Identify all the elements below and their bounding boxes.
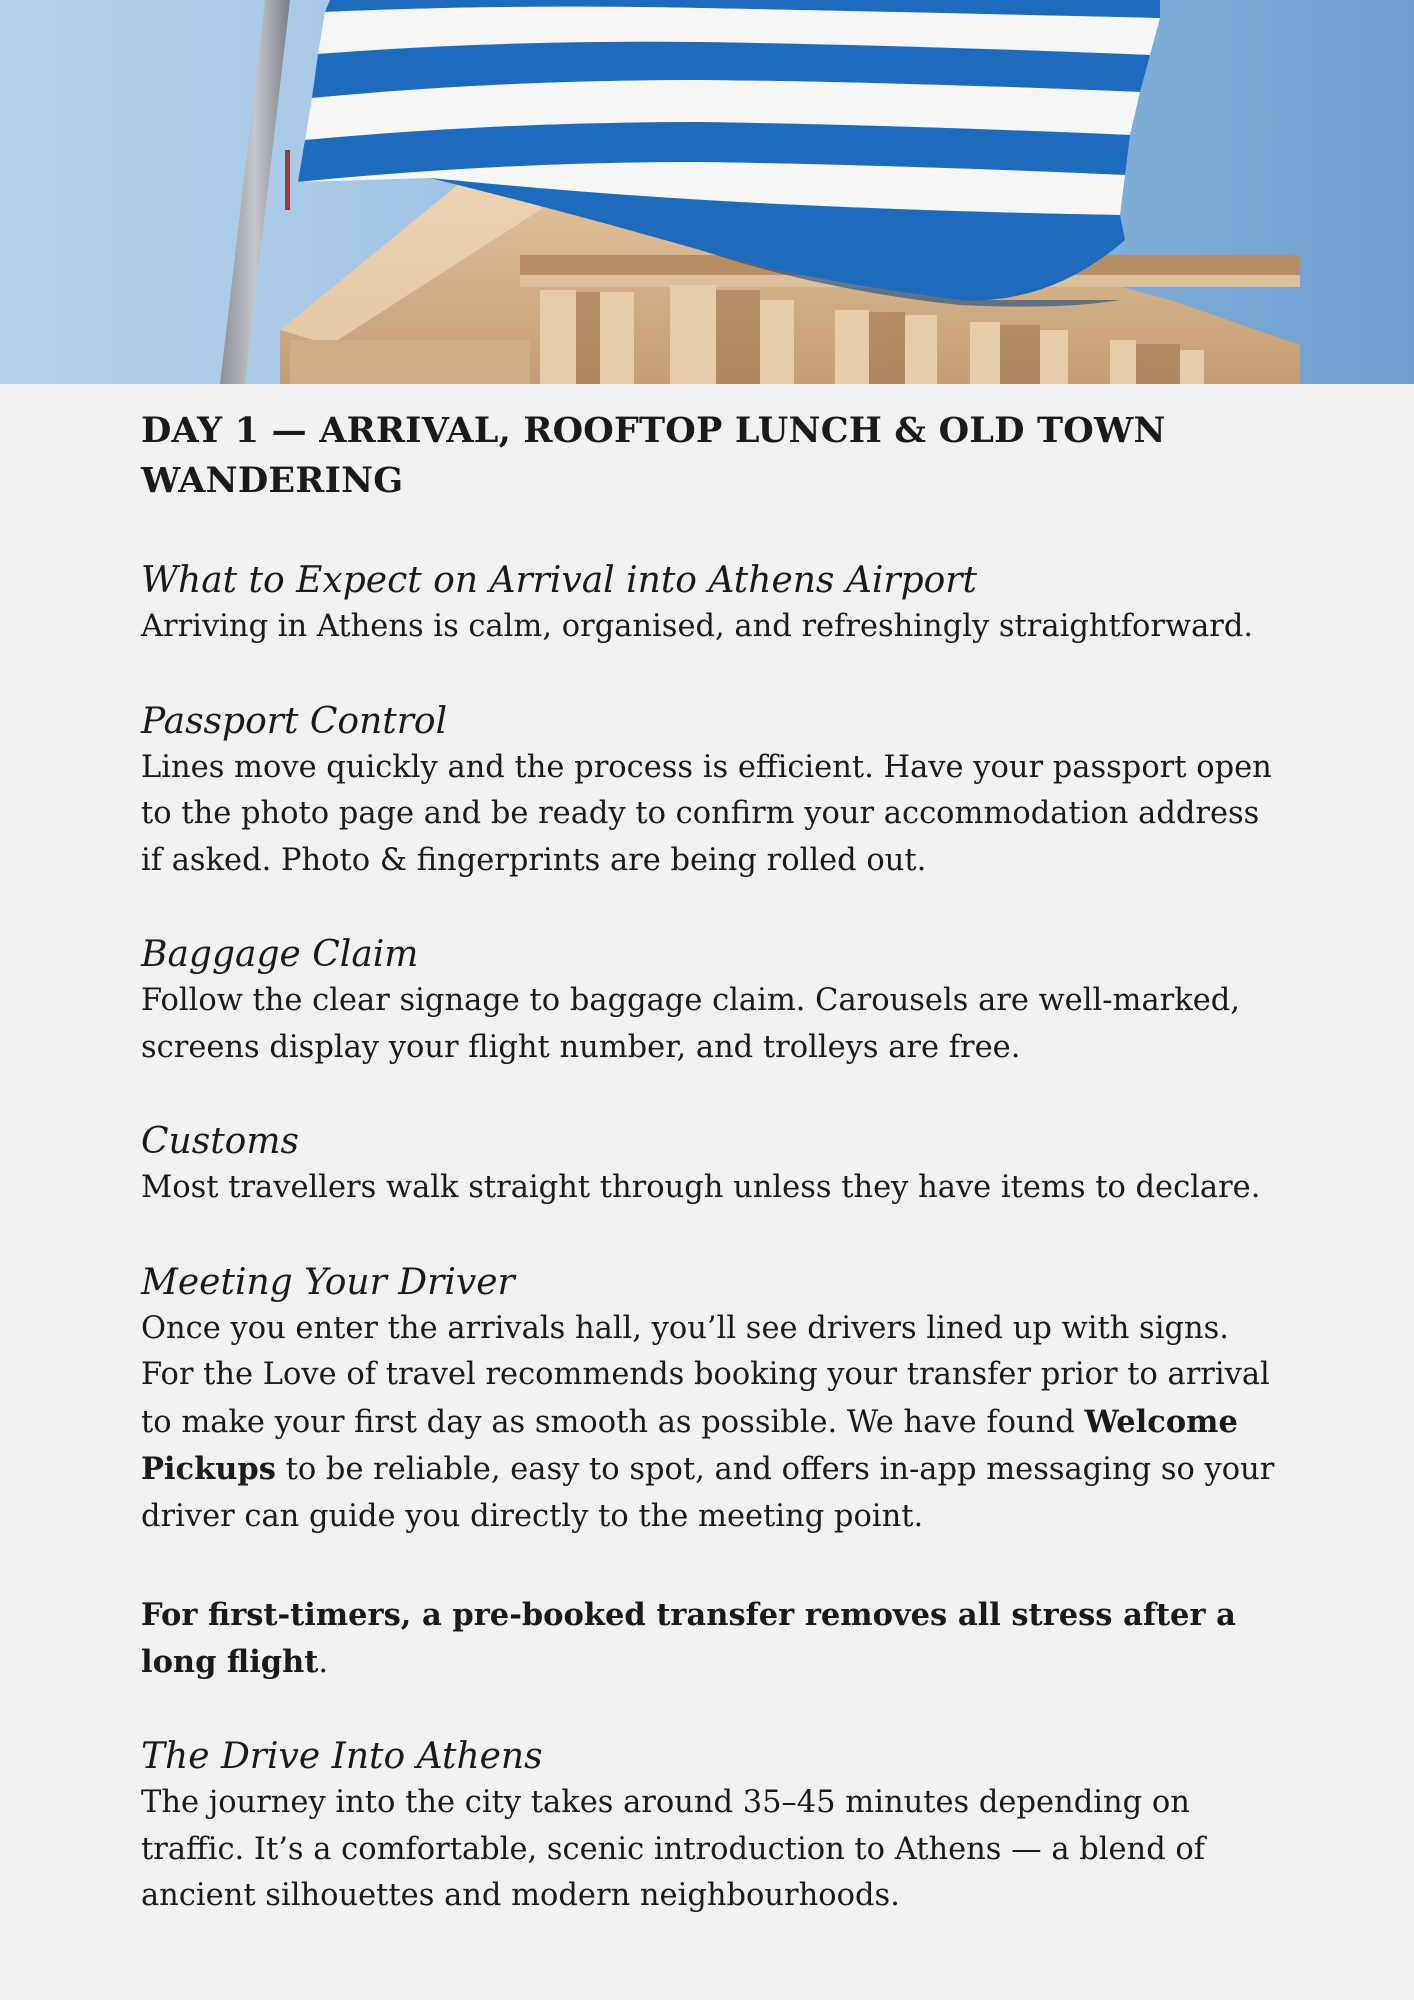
section-heading: What to Expect on Arrival into Athens Airport (141, 560, 977, 601)
hero-image (0, 0, 1414, 384)
section-passport-control (141, 699, 1281, 885)
section-arrival (141, 558, 1281, 651)
section-body: Follow the clear signage to baggage claim. Carousels are well-marked, screens display your flight number, and trolleys are free. (141, 983, 1240, 1065)
section-heading: The Drive Into Athens (141, 1736, 543, 1777)
welcome-pickups-name: Welcome Pickups (141, 1403, 1238, 1487)
section-heading: Customs (141, 1121, 299, 1162)
section-heading: Baggage Claim (141, 934, 419, 975)
section-heading: Meeting Your Driver (141, 1261, 515, 1303)
greek-flag-over-parthenon-photo (0, 0, 1414, 384)
section-meeting-driver (141, 1260, 1281, 1541)
callout-bold-text: For first-timers, a pre-booked transfer removes all stress after a long flight (141, 1597, 1236, 1680)
driver-text-after: to be reliable, easy to spot, and offers in-app messaging so your driver can guide you directly to the meeting point. (141, 1452, 1275, 1534)
section-drive-into-athens (141, 1734, 1281, 1920)
itinerary-content (141, 384, 1281, 1920)
callout-period: . (318, 1645, 329, 1680)
section-heading: Passport Control (141, 700, 448, 742)
driver-text-before: Once you enter the arrivals hall, you’ll see drivers lined up with signs. For the Love of travel recommends booking your transfer prior to arrival to make your first day as smooth as possible. We have found (141, 1310, 1270, 1440)
section-body: Lines move quickly and the process is efficient. Have your passport open to the photo page and be ready to confirm your accommodation address if asked. Photo & fingerprints are being rolled out. (141, 749, 1272, 878)
section-body: Most travellers walk straight through unless they have items to declare. (141, 1170, 1261, 1205)
first-timers-callout (141, 1592, 1281, 1686)
section-body (141, 1306, 1281, 1541)
section-customs (141, 1119, 1281, 1212)
section-body: Arriving in Athens is calm, organised, and refreshingly straightforward. (141, 609, 1254, 644)
section-baggage-claim (141, 932, 1281, 1071)
section-body: The journey into the city takes around 35–45 minutes depending on traffic. It’s a comfortable, scenic introduction to Athens — a blend of ancient silhouettes and modern neighbourhoods. (141, 1785, 1206, 1913)
day-title: DAY 1 — ARRIVAL, ROOFTOP LUNCH & OLD TOWN WANDERING (141, 410, 1166, 501)
